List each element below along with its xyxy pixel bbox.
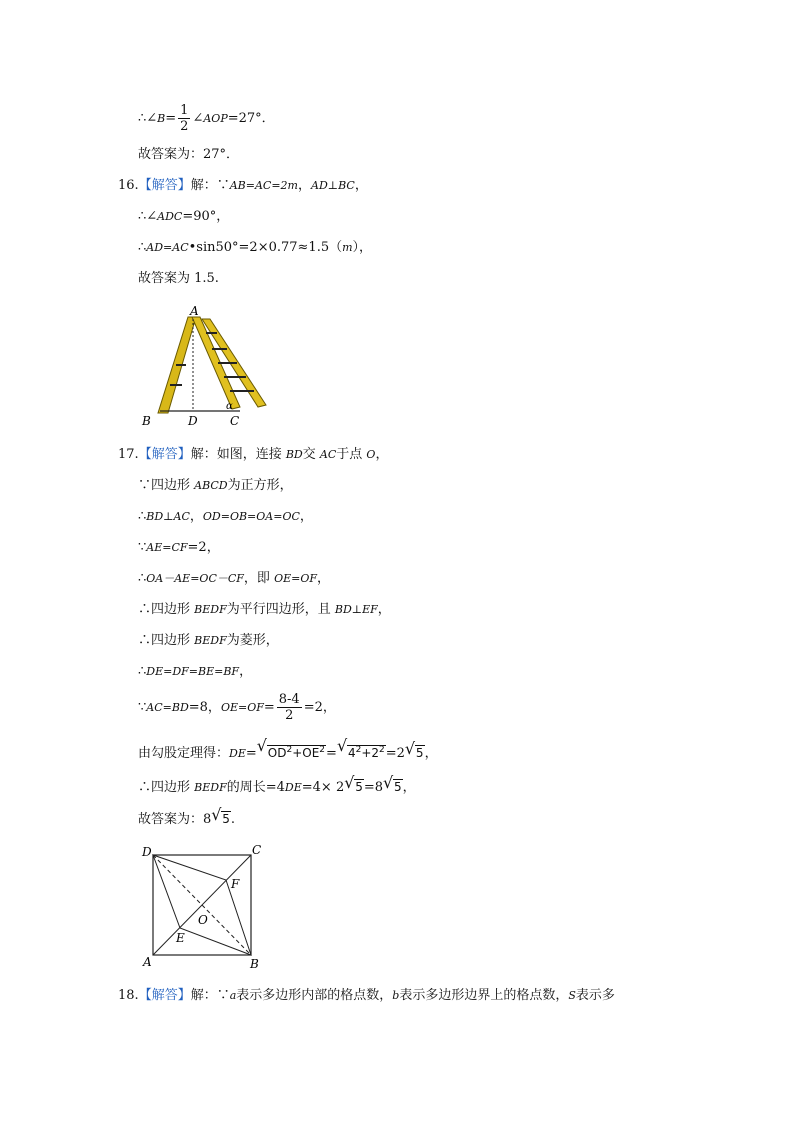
- var: AC=BD: [146, 701, 189, 714]
- var: a: [229, 989, 237, 1002]
- var: m: [342, 241, 353, 254]
- label-e: E: [176, 931, 185, 945]
- label-c: C: [252, 843, 262, 857]
- q17-line10: [138, 736, 438, 763]
- var: BD⊥EF: [334, 603, 378, 616]
- text: =: [245, 746, 257, 761]
- text: =4× 2: [301, 780, 345, 795]
- var: AB=AC=2m: [229, 179, 298, 192]
- radicand: 5: [394, 780, 402, 794]
- label-a: A: [190, 305, 199, 318]
- text: ，: [316, 571, 330, 586]
- sqrt-5: [211, 805, 231, 829]
- radicand: 5: [355, 780, 363, 794]
- q16-line2: [138, 208, 229, 226]
- text: ，: [424, 746, 438, 761]
- text: ∵四边形: [138, 478, 195, 493]
- var: AD=AC: [146, 241, 189, 254]
- text: 表示多边形内部的格点数，: [236, 988, 393, 1003]
- text: OD: [267, 746, 287, 760]
- var: OE=OF: [274, 572, 317, 585]
- radicand: 5: [222, 812, 230, 826]
- q16-line3: [138, 239, 372, 257]
- q16-line1: [118, 177, 368, 195]
- text: ，: [299, 509, 313, 524]
- text: ，即: [243, 571, 275, 586]
- question-number: 18.: [118, 988, 139, 1003]
- q17-line7: [138, 632, 279, 650]
- label-f: F: [231, 877, 240, 891]
- q17-line9: [138, 692, 336, 723]
- text: 为菱形，: [226, 633, 279, 648]
- text: 交: [302, 447, 320, 462]
- text: =: [263, 700, 275, 715]
- var: S: [568, 989, 576, 1002]
- var: DE=DF=BE=BF: [146, 665, 240, 678]
- text: ∴四边形: [138, 633, 195, 648]
- var: AC: [319, 448, 337, 461]
- radical-sign: √: [344, 773, 355, 792]
- text: ∵: [138, 700, 147, 715]
- radicand: [267, 745, 326, 760]
- text: =27°．: [227, 111, 275, 126]
- square-figure: [140, 842, 270, 970]
- var: OD=OB=OA=OC: [202, 510, 300, 523]
- var: OE=OF: [220, 701, 264, 714]
- text: 表示多边形边界上的格点数，: [399, 988, 569, 1003]
- text: •sin50°=2×0.77≈1.5（: [188, 240, 343, 255]
- label-o: O: [198, 913, 208, 927]
- var: ADC: [157, 210, 183, 223]
- sqrt-5: [344, 773, 364, 797]
- text: ，: [239, 664, 253, 679]
- var: BEDF: [194, 603, 227, 616]
- var: BEDF: [194, 634, 227, 647]
- exponent: 2: [355, 745, 362, 755]
- q17-line11: [138, 773, 416, 797]
- text: 的周长=4: [226, 780, 285, 795]
- text: 解：如图，连接: [190, 447, 286, 462]
- text: 于点: [336, 447, 367, 462]
- text: 解：∵: [190, 988, 230, 1003]
- text: ，: [189, 509, 203, 524]
- text: 表示多: [575, 988, 615, 1003]
- text: ∠: [192, 111, 204, 126]
- label-d: D: [188, 414, 198, 427]
- text: ），: [352, 240, 373, 255]
- label-alpha: α: [226, 401, 233, 412]
- text: ∴: [138, 664, 147, 679]
- radical-sign: √: [211, 805, 222, 824]
- radical-sign: √: [383, 773, 394, 792]
- radicand: 5: [415, 746, 424, 760]
- answer-tag: 【解答】: [138, 178, 191, 193]
- label-c: C: [230, 414, 240, 427]
- radical-sign: √: [404, 739, 416, 758]
- sqrt-4-2: [336, 736, 386, 763]
- label-b: B: [142, 414, 151, 427]
- text: ，: [375, 447, 389, 462]
- text: +OE: [292, 746, 320, 760]
- var: AD⊥BC: [311, 179, 355, 192]
- text: =90°，: [182, 209, 230, 224]
- label-d: D: [142, 845, 152, 859]
- text: =2: [385, 746, 405, 761]
- var: O: [366, 448, 376, 461]
- var: DE: [229, 747, 246, 760]
- text: ，: [297, 178, 311, 193]
- text: ∴: [138, 240, 147, 255]
- eq-angle-b: [138, 103, 275, 134]
- q16-answer: 故答案为 1.5.: [138, 271, 219, 286]
- text: ，: [402, 780, 416, 795]
- var: DE: [284, 781, 302, 794]
- q17-answer: [138, 805, 236, 829]
- text: ∴: [138, 509, 147, 524]
- q18-line1: [118, 987, 615, 1005]
- sqrt-5: [383, 773, 403, 797]
- denominator: 2: [180, 119, 189, 134]
- ladder-figure: [140, 305, 270, 427]
- text: ，: [354, 178, 368, 193]
- text: 由勾股定理得：: [138, 746, 230, 761]
- q17-line3: [138, 508, 313, 526]
- text: ∴∠: [138, 209, 158, 224]
- text: =8，: [188, 700, 221, 715]
- exponent: 2: [286, 745, 293, 755]
- text: =2，: [187, 540, 220, 555]
- text: =: [326, 746, 337, 761]
- question-number: 16.: [118, 178, 139, 193]
- sqrt-5: [404, 739, 425, 763]
- text: 4: [347, 746, 356, 760]
- var: BD⊥AC: [146, 510, 190, 523]
- exponent: 2: [319, 745, 326, 755]
- text: 为正方形，: [227, 478, 293, 493]
- text: ∴四边形: [138, 602, 195, 617]
- var-b: B: [157, 112, 166, 125]
- text: =2，: [303, 700, 336, 715]
- answer-tag: 【解答】: [138, 988, 191, 1003]
- text: .: [230, 812, 236, 827]
- text: =8: [363, 780, 384, 795]
- answer-15: 故答案为：27°．: [138, 147, 240, 162]
- exponent: 2: [379, 745, 385, 755]
- q17-line6: [138, 601, 391, 619]
- text: ∵: [138, 540, 147, 555]
- question-number: 17.: [118, 447, 139, 462]
- radical-sign: √: [256, 736, 267, 755]
- text: ，: [377, 602, 391, 617]
- text: =: [165, 111, 177, 126]
- numerator: 1: [180, 103, 189, 118]
- var: ABCD: [194, 479, 228, 492]
- var: b: [392, 989, 400, 1002]
- text: +2: [361, 746, 380, 760]
- q17-line4: [138, 539, 220, 557]
- text: ∴四边形: [138, 780, 195, 795]
- text: 解：∵: [190, 178, 230, 193]
- q17-line5: [138, 570, 330, 588]
- label-a: A: [143, 955, 152, 969]
- label-b: B: [250, 957, 259, 970]
- var-aop: AOP: [203, 112, 228, 125]
- q17-line1: [118, 446, 388, 464]
- var: BD: [285, 448, 303, 461]
- fraction-half: [178, 103, 190, 134]
- var: BEDF: [194, 781, 227, 794]
- q17-line8: [138, 663, 252, 681]
- text: 故答案为：8: [138, 812, 212, 827]
- var: AE=CF: [146, 541, 188, 554]
- var: OA－AE=OC－CF: [146, 572, 244, 585]
- text: 为平行四边形，且: [226, 602, 335, 617]
- numerator: 8-4: [278, 692, 300, 707]
- radical-sign: √: [336, 736, 348, 755]
- denominator: 2: [285, 708, 294, 723]
- sqrt-od-oe: [256, 736, 326, 763]
- text: ∴: [138, 571, 147, 586]
- fraction-oe: [277, 692, 302, 723]
- q17-line2: [138, 477, 293, 495]
- radicand: [347, 745, 386, 760]
- text: ∴∠: [138, 111, 158, 126]
- answer-tag: 【解答】: [138, 447, 191, 462]
